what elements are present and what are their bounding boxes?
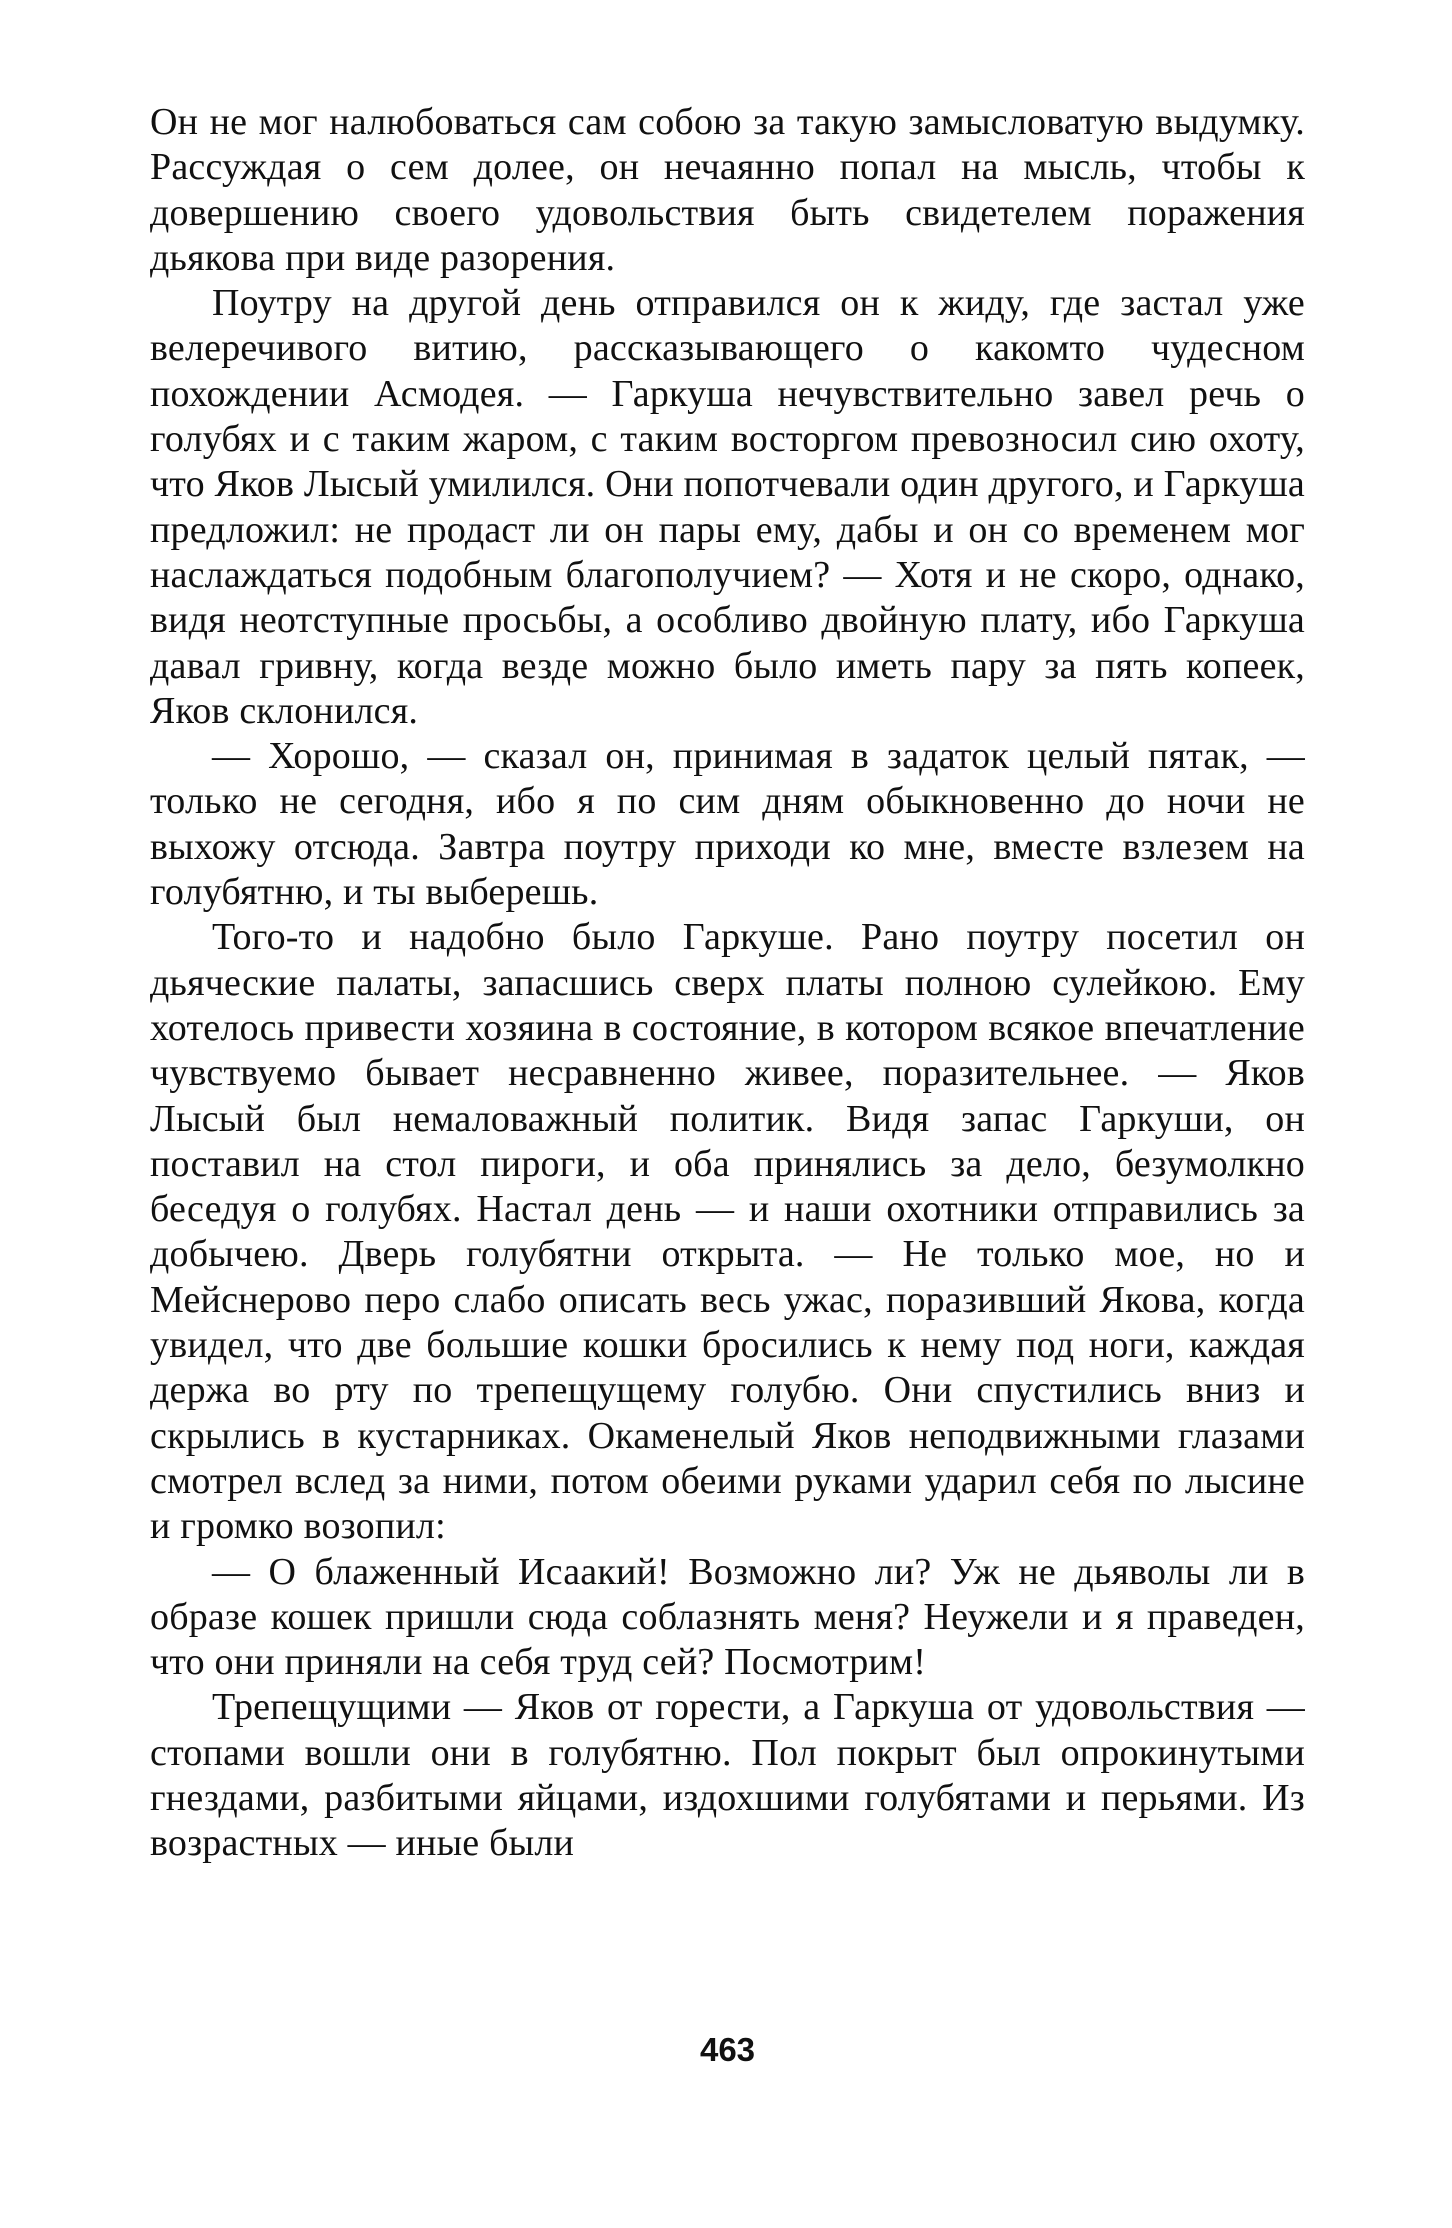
paragraph-2: Поутру на другой день отправился он к жиду, где застал уже велеречивого витию, рассказывающего о какомто чудесном похождении Асмодея. — Гаркуша нечувствительно завел речь о голубях и с таким жаром, с таким восторгом превозносил сию охоту, что Яков Лысый умилился. Они попотчевали один другого, и Гаркуша предложил: не продаст ли он пары ему, дабы и он со временем мог наслаждаться подобным благополучием? — Хотя и не скоро, однако, видя неотступные просьбы, а особливо двойную плату, ибо Гаркуша давал гривну, когда везде можно было иметь пару за пять копеек, Яков склонился. [150, 282, 1305, 732]
paragraph-4: Того-то и надобно было Гаркуше. Рано поутру посетил он дьяческие палаты, запасшись сверх платы полною сулейкою. Ему хотелось привести хозяина в состояние, в котором всякое впечатление чувствуемо бывает несравненно живее, поразительнее. — Яков Лысый был немаловажный политик. Видя запас Гаркуши, он поставил на стол пироги, и оба принялись за дело, безумолкно беседуя о голубях. Настал день — и наши охотники отправились за добычею. Дверь голубятни открыта. — Не только мое, но и Мейснерово перо слабо описать весь ужас, поразивший Якова, когда увидел, что две большие кошки бросились к нему под ноги, каждая держа во рту по трепещущему голубю. Они спустились вниз и скрылись в кустарниках. Окаменелый Яков неподвижными глазами смотрел вслед за ними, потом обеими руками ударил себя по лысине и громко возопил: [150, 916, 1305, 1548]
paragraph-3-dialogue: — Хорошо, — сказал он, принимая в задаток целый пятак, — только не сегодня, ибо я по сим дням обыкновенно до ночи не выхожу отсюда. Завтра поутру приходи ко мне, вместе взлезем на голубятню, и ты выберешь. [150, 735, 1305, 914]
paragraph-6: Трепещущими — Яков от горести, а Гаркуша от удовольствия — стопами вошли они в голубятню. Пол покрыт был опрокинутыми гнездами, разбитыми яйцами, издохшими голубятами и перьями. Из возрастных — иные были [150, 1686, 1305, 1865]
page-number: 463 [699, 2031, 756, 2068]
book-page [150, 100, 1305, 2100]
body-text [150, 100, 1305, 1867]
paragraph-5-dialogue: — О блаженный Исаакий! Возможно ли? Уж не дьяволы ли в образе кошек пришли сюда соблазнять меня? Неужели и я праведен, что они приняли на себя труд сей? Посмотрим! [150, 1550, 1305, 1684]
paragraph-1: Он не мог налюбоваться сам собою за такую замысловатую выдумку. Рассуждая о сем долее, он нечаянно попал на мысль, чтобы к довершению своего удовольствия быть свидетелем поражения дьякова при виде разорения. [150, 101, 1305, 279]
